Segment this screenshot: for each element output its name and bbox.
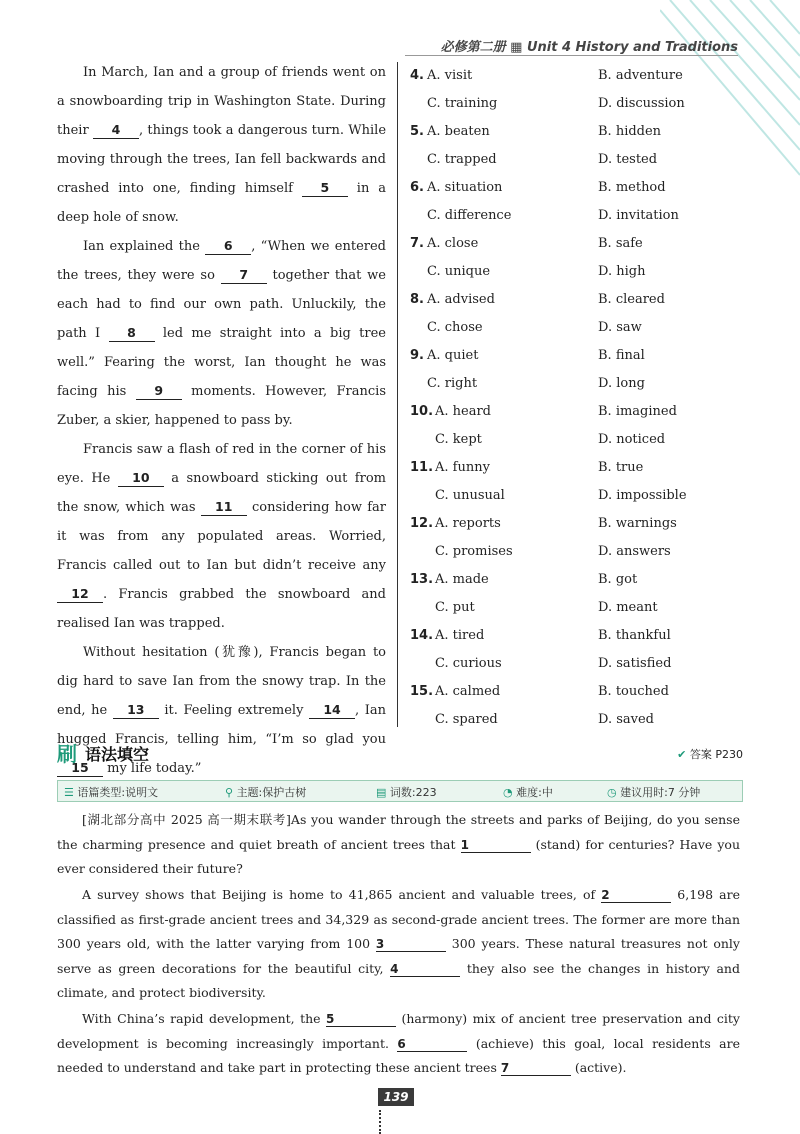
blank-15: 15 <box>57 760 103 777</box>
option-d: D. invitation <box>598 208 679 223</box>
question-row-2 <box>410 202 750 230</box>
question-number: 13. <box>410 572 434 587</box>
passage-text: . Francis grabbed the snowboard and realised Ian was trapped. <box>57 587 386 631</box>
blank-7: 7 <box>221 267 267 284</box>
search-icon: ⚲ <box>225 786 234 799</box>
question-row-2 <box>410 370 750 398</box>
option-a: A. situation <box>427 180 503 195</box>
option-d: D. saw <box>598 320 642 335</box>
option-d: D. satisfied <box>598 656 672 671</box>
question-12 <box>410 510 750 538</box>
page-number: 139 <box>378 1088 414 1106</box>
option-d: D. discussion <box>598 96 685 111</box>
question-5 <box>410 118 750 146</box>
question-row-2 <box>410 90 750 118</box>
info-words: ▤ 词数:223 <box>376 786 437 799</box>
question-8 <box>410 286 750 314</box>
option-c: C. unusual <box>435 488 505 503</box>
section-icon: 刷 <box>57 742 77 766</box>
question-number: 7. <box>410 236 424 251</box>
option-b: B. hidden <box>598 124 662 139</box>
passage-text: moments. However, Francis Zuber, a skier, happened to pass by. <box>57 384 386 428</box>
option-b: B. cleared <box>598 292 665 307</box>
grammar-blank-6: 6 <box>397 1037 467 1052</box>
question-row-2 <box>410 594 750 622</box>
option-c: C. promises <box>435 544 513 559</box>
option-a: A. made <box>435 572 489 587</box>
header-divider <box>405 55 738 56</box>
option-d: D. saved <box>598 712 655 727</box>
question-row-2 <box>410 706 750 734</box>
option-d: D. tested <box>598 152 658 167</box>
grammar-text: (harmony) mix of ancient tree preservation and city development is becoming increasingly important. <box>57 1011 740 1051</box>
option-b: B. true <box>598 460 644 475</box>
grammar-passage <box>57 808 740 1082</box>
option-a: A. calmed <box>435 684 501 699</box>
question-14 <box>410 622 750 650</box>
blank-8: 8 <box>109 325 155 342</box>
grammar-text: (achieve) this goal, local residents are needed to understand and take part in protecting these ancient trees <box>57 1035 740 1075</box>
options-list <box>410 62 750 734</box>
blank-5: 5 <box>302 180 348 197</box>
option-a: A. advised <box>427 292 495 307</box>
question-number: 11. <box>410 460 434 475</box>
section-header <box>57 738 743 768</box>
grammar-blank-4: 4 <box>390 962 460 977</box>
question-row-2 <box>410 482 750 510</box>
passage-text: Francis saw a flash of red in the corner of his eye. He <box>57 442 386 486</box>
cloze-passage <box>57 58 386 783</box>
question-number: 15. <box>410 684 434 699</box>
option-d: D. answers <box>598 544 671 559</box>
word-count-icon: ▤ <box>376 786 387 799</box>
passage-paragraph <box>57 232 386 435</box>
question-row-2 <box>410 146 750 174</box>
option-b: B. final <box>598 348 645 363</box>
gauge-icon: ◔ <box>503 786 513 799</box>
option-c: C. unique <box>427 264 491 279</box>
grammar-blank-1: 1 <box>461 838 531 853</box>
question-7 <box>410 230 750 258</box>
passage-text: led me straight into a big tree well.” Fearing the worst, Ian thought he was facing his <box>57 326 386 399</box>
grammar-text: With China’s rapid development, the <box>82 1011 327 1026</box>
option-b: B. warnings <box>598 516 677 531</box>
option-a: A. heard <box>435 404 492 419</box>
option-b: B. touched <box>598 684 669 699</box>
grammar-paragraph <box>57 808 740 882</box>
passage-text: it. Feeling extremely <box>158 703 310 718</box>
option-d: D. high <box>598 264 646 279</box>
question-row-2 <box>410 650 750 678</box>
option-c: C. spared <box>435 712 498 727</box>
clock-icon: ◷ <box>607 786 617 799</box>
page-dots <box>379 1110 383 1134</box>
grammar-paragraph <box>57 1007 740 1081</box>
grammar-text: A survey shows that Beijing is home to 41,865 ancient and valuable trees, of <box>82 887 602 902</box>
question-number: 14. <box>410 628 434 643</box>
blank-13: 13 <box>113 702 159 719</box>
option-b: B. thankful <box>598 628 671 643</box>
question-13 <box>410 566 750 594</box>
question-number: 4. <box>410 68 424 83</box>
grammar-blank-5: 5 <box>326 1012 396 1027</box>
question-number: 6. <box>410 180 424 195</box>
question-row-2 <box>410 426 750 454</box>
info-bar <box>57 780 743 802</box>
option-a: A. beaten <box>427 124 490 139</box>
option-c: C. chose <box>427 320 483 335</box>
grammar-text: 300 years. These natural treasures not only serve as green decorations for the beautiful city, <box>57 936 740 976</box>
passage-paragraph <box>57 58 386 232</box>
option-a: A. visit <box>427 68 473 83</box>
option-d: D. long <box>598 376 645 391</box>
option-c: C. curious <box>435 656 502 671</box>
info-time: ◷ 建议用时:7 分钟 <box>607 786 701 799</box>
passage-text: a snowboard sticking out from the snow, which was <box>57 471 386 515</box>
question-11 <box>410 454 750 482</box>
passage-text: , “When we entered the trees, they were so <box>57 239 386 283</box>
option-b: B. imagined <box>598 404 677 419</box>
passage-text: in a deep hole of snow. <box>57 181 386 225</box>
check-icon: ✔ <box>677 748 687 761</box>
grammar-text: (stand) for centuries? Have you ever considered their future? <box>57 836 740 876</box>
option-a: A. reports <box>435 516 501 531</box>
option-c: C. kept <box>435 432 482 447</box>
passage-paragraph <box>57 435 386 638</box>
question-number: 5. <box>410 124 424 139</box>
blank-4: 4 <box>93 122 139 139</box>
blank-14: 14 <box>309 702 355 719</box>
grammar-blank-2: 2 <box>601 888 671 903</box>
option-c: C. trapped <box>427 152 497 167</box>
grammar-blank-3: 3 <box>376 937 446 952</box>
info-topic: ⚲ 主题:保护古树 <box>225 786 307 799</box>
option-b: B. adventure <box>598 68 683 83</box>
passage-text: , things took a dangerous turn. While moving through the trees, Ian fell backwards and crashed into one, finding himself <box>57 123 387 196</box>
question-10 <box>410 398 750 426</box>
option-a: A. close <box>427 236 479 251</box>
question-row-2 <box>410 314 750 342</box>
option-b: B. safe <box>598 236 643 251</box>
option-c: C. difference <box>427 208 512 223</box>
option-a: A. funny <box>435 460 490 475</box>
header-title: 必修第二册 ▦ Unit 4 History and Traditions <box>440 40 738 55</box>
option-b: B. got <box>598 572 638 587</box>
passage-text: , Ian hugged Francis, telling him, “I’m so glad you <box>57 703 386 747</box>
option-b: B. method <box>598 180 666 195</box>
grammar-text: (active). <box>570 1060 627 1075</box>
grammar-text: 6,198 are classified as first-grade ancient trees and 34,329 as second-grade ancient trees. The former are more than 300 years old, with the latter varying from 100 <box>57 887 740 951</box>
blank-12: 12 <box>57 586 103 603</box>
question-row-2 <box>410 538 750 566</box>
option-d: D. noticed <box>598 432 666 447</box>
option-c: C. training <box>427 96 498 111</box>
passage-text: my life today.” <box>103 761 202 776</box>
option-d: D. meant <box>598 600 658 615</box>
question-row-2 <box>410 258 750 286</box>
passage-text: considering how far it was from any populated areas. Worried, Francis called out to Ian but didn’t receive any <box>57 500 386 573</box>
question-4 <box>410 62 750 90</box>
question-6 <box>410 174 750 202</box>
grammar-text: they also see the changes in history and climate, and protect biodiversity. <box>57 960 740 1000</box>
passage-text: together that we each had to find our own path. Unluckily, the path I <box>57 268 386 341</box>
question-15 <box>410 678 750 706</box>
blank-10: 10 <box>118 470 164 487</box>
passage-text: In March, Ian and a group of friends went on a snowboarding trip in Washington State. During their <box>57 65 386 138</box>
passage-text: Ian explained the <box>83 239 206 254</box>
passage-text: Without hesitation (犹豫), Francis began to dig hard to save Ian from the snowy trap. In the end, he <box>57 645 386 718</box>
blank-6: 6 <box>205 238 251 255</box>
question-number: 9. <box>410 348 424 363</box>
info-difficulty: ◔ 难度:中 <box>503 786 553 799</box>
section-title: 语法填空 <box>85 745 150 764</box>
grammar-blank-7: 7 <box>501 1061 571 1076</box>
question-9 <box>410 342 750 370</box>
option-c: C. put <box>435 600 475 615</box>
blank-11: 11 <box>201 499 247 516</box>
question-number: 10. <box>410 404 434 419</box>
column-divider <box>397 62 398 727</box>
option-d: D. impossible <box>598 488 687 503</box>
text-type-icon: ☰ <box>64 786 74 799</box>
option-a: A. quiet <box>427 348 479 363</box>
answer-reference: ✔ 答案 P230 <box>677 748 743 761</box>
grammar-text: [湖北部分高中 2025 高一期末联考]As you wander through the streets and parks of Beijing, do you sense the charming presence and quiet breath of ancient trees that <box>57 812 740 852</box>
grammar-paragraph <box>57 883 740 1006</box>
blank-9: 9 <box>136 383 182 400</box>
option-a: A. tired <box>435 628 485 643</box>
info-type: ☰ 语篇类型:说明文 <box>64 786 159 799</box>
option-c: C. right <box>427 376 478 391</box>
question-number: 12. <box>410 516 434 531</box>
question-number: 8. <box>410 292 424 307</box>
